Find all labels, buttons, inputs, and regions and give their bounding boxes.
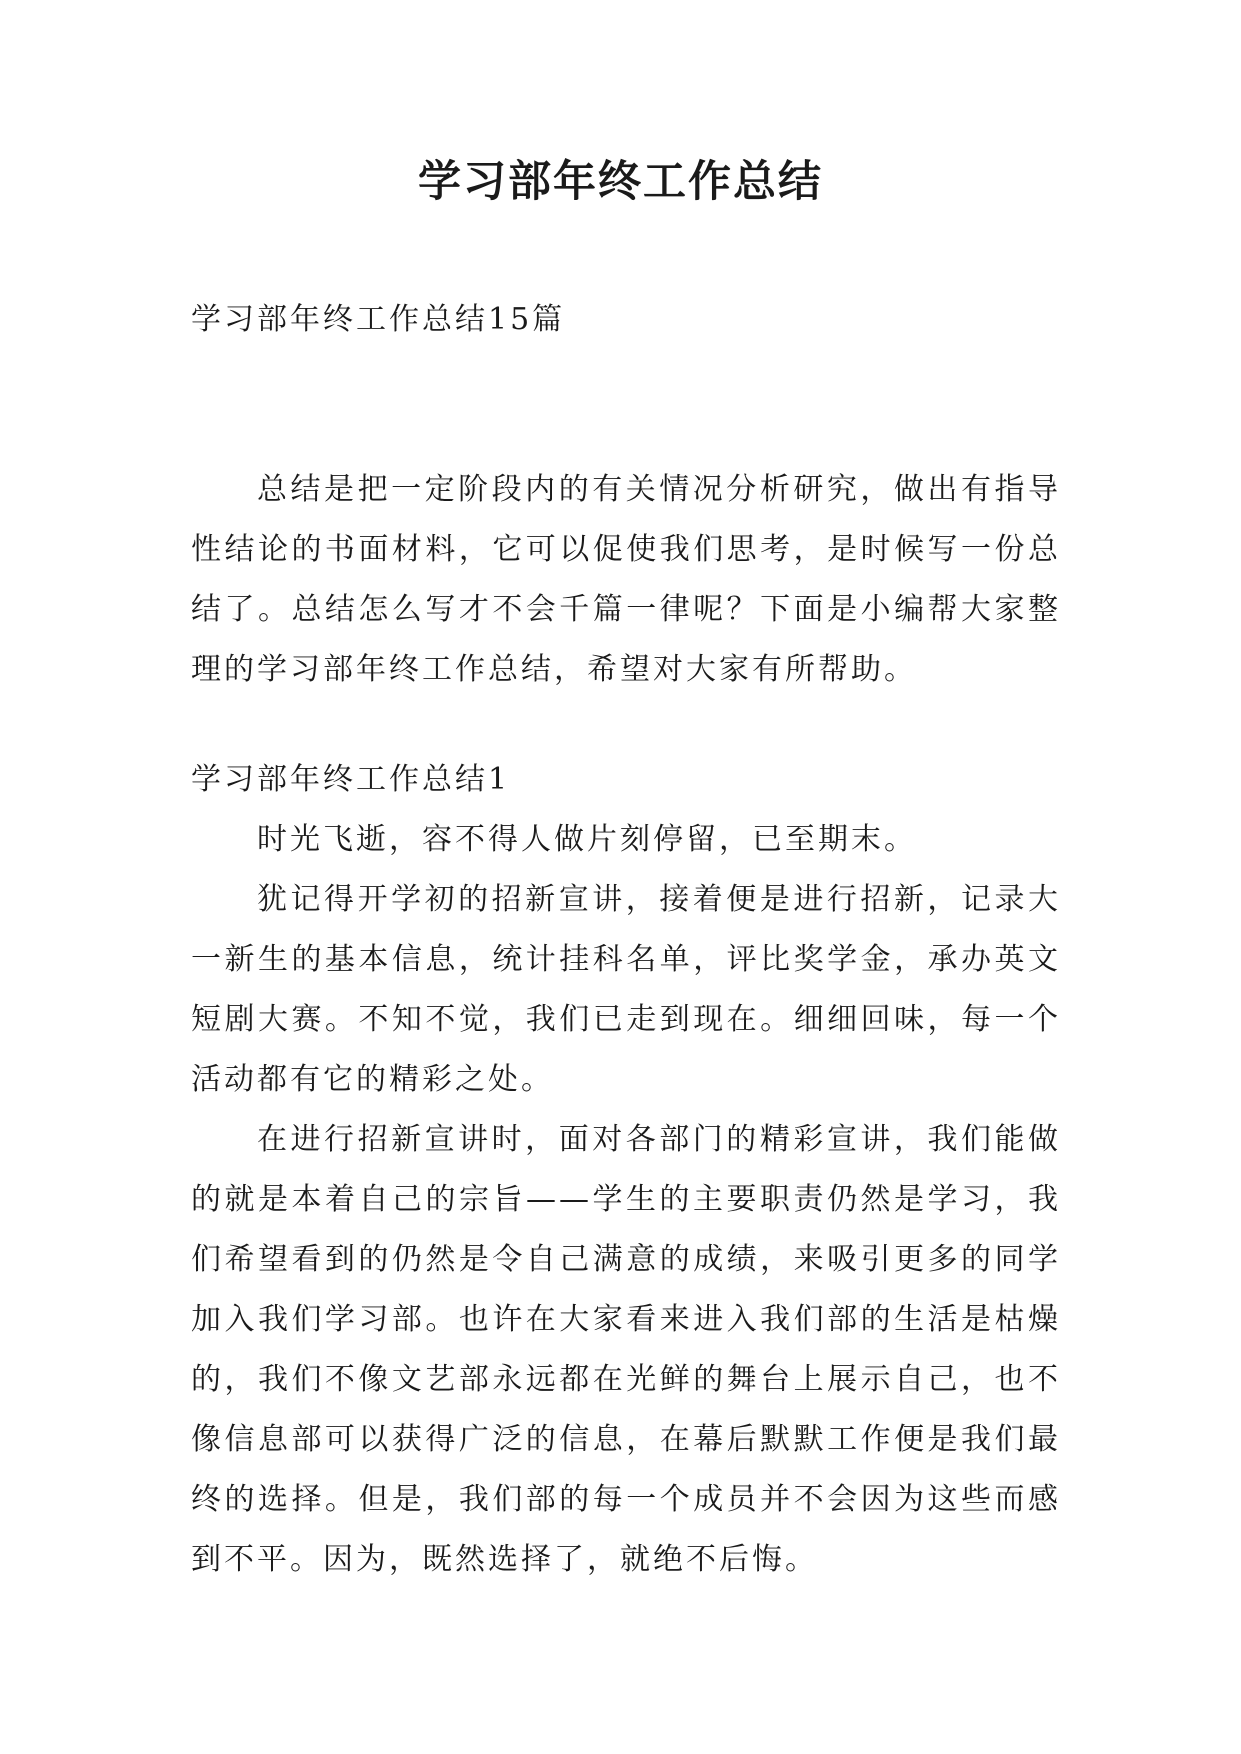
section-heading: 学习部年终工作总结1 — [191, 762, 511, 797]
body-paragraph: 在进行招新宣讲时，面对各部门的精彩宣讲，我们能做的就是本着自己的宗旨——学生的主要职责仍然是学习，我们希望看到的仍然是令自己满意的成绩，来吸引更多的同学加入我们学习部。也许在大家看来进入我们部的生活是枯燥的，我们不像文艺部永远都在光鲜的舞台上展示自己，也不像信息部可以获得广泛的信息，在幕后默默工作便是我们最终的选择。但是，我们部的每一个成员并不会因为这些而感到不平。因为，既然选择了，就绝不后悔。 — [191, 1122, 1061, 1577]
document-subtitle: 学习部年终工作总结15篇 — [191, 302, 566, 337]
intro-paragraph: 总结是把一定阶段内的有关情况分析研究，做出有指导性结论的书面材料，它可以促使我们思考，是时候写一份总结了。总结怎么写才不会千篇一律呢？下面是小编帮大家整理的学习部年终工作总结，希望对大家有所帮助。 — [191, 472, 1061, 687]
body-paragraph: 时光飞逝，容不得人做片刻停留，已至期末。 — [257, 822, 917, 857]
document-title: 学习部年终工作总结 — [418, 157, 823, 207]
body-paragraph: 犹记得开学初的招新宣讲，接着便是进行招新，记录大一新生的基本信息，统计挂科名单，评比奖学金，承办英文短剧大赛。不知不觉，我们已走到现在。细细回味，每一个活动都有它的精彩之处。 — [191, 882, 1061, 1097]
